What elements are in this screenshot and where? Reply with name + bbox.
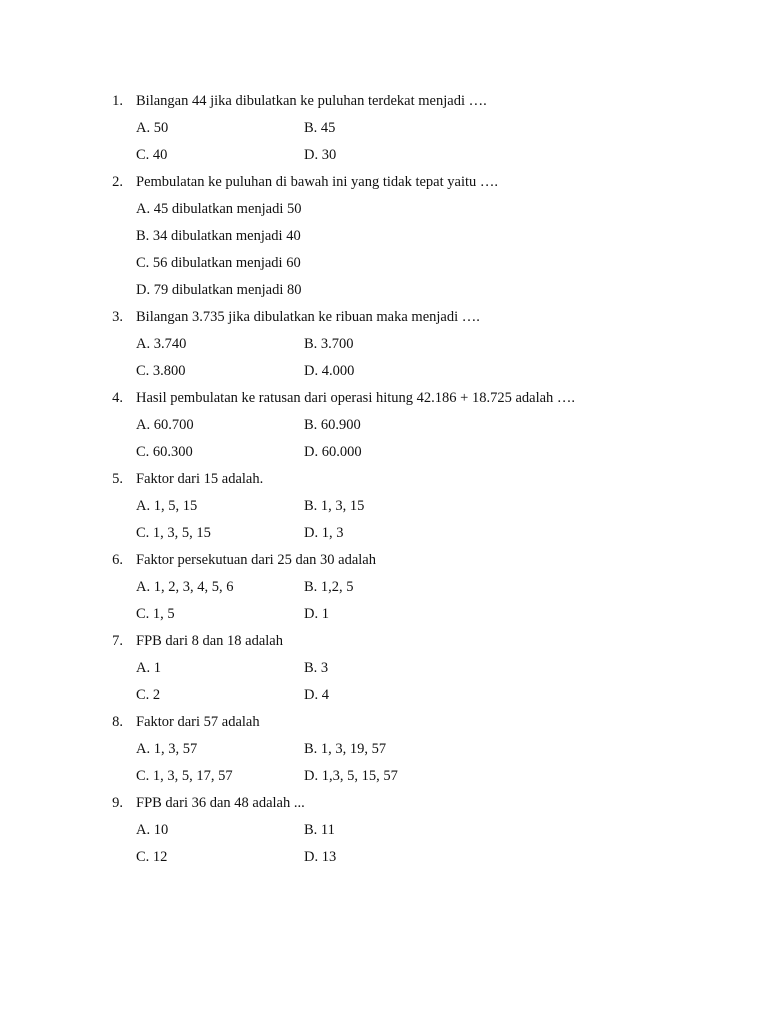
question-5 xyxy=(0,466,768,547)
question-number: 7. xyxy=(112,633,123,649)
question-stem xyxy=(0,709,768,736)
question-text: FPB dari 8 dan 18 adalah xyxy=(136,633,283,649)
answer-option: C. 1, 3, 5, 15 xyxy=(136,525,211,541)
question-number: 9. xyxy=(112,795,123,811)
question-stem xyxy=(0,88,768,115)
option-row xyxy=(0,223,768,250)
answer-option: D. 1 xyxy=(304,606,329,622)
answer-option: D. 4.000 xyxy=(304,363,355,379)
option-row xyxy=(0,844,768,871)
option-row xyxy=(0,574,768,601)
question-6 xyxy=(0,547,768,628)
question-9 xyxy=(0,790,768,871)
option-row xyxy=(0,520,768,547)
question-4 xyxy=(0,385,768,466)
question-number: 3. xyxy=(112,309,123,325)
option-row xyxy=(0,763,768,790)
question-number: 5. xyxy=(112,471,123,487)
answer-option: C. 56 dibulatkan menjadi 60 xyxy=(136,255,301,271)
question-number: 8. xyxy=(112,714,123,730)
question-8 xyxy=(0,709,768,790)
answer-option: D. 60.000 xyxy=(304,444,362,460)
answer-option: D. 1,3, 5, 15, 57 xyxy=(304,768,398,784)
question-stem xyxy=(0,547,768,574)
question-7 xyxy=(0,628,768,709)
answer-option: C. 60.300 xyxy=(136,444,193,460)
question-1 xyxy=(0,88,768,169)
answer-option: A. 1, 3, 57 xyxy=(136,741,198,757)
option-row xyxy=(0,736,768,763)
question-number: 4. xyxy=(112,390,123,406)
answer-option: C. 12 xyxy=(136,849,168,865)
answer-option: C. 3.800 xyxy=(136,363,186,379)
question-text: Bilangan 44 jika dibulatkan ke puluhan terdekat menjadi …. xyxy=(136,93,487,109)
option-row xyxy=(0,655,768,682)
answer-option: B. 45 xyxy=(304,120,336,136)
question-number: 1. xyxy=(112,93,123,109)
option-row xyxy=(0,250,768,277)
answer-option: A. 1, 5, 15 xyxy=(136,498,198,514)
question-text: Bilangan 3.735 jika dibulatkan ke ribuan maka menjadi …. xyxy=(136,309,480,325)
question-3 xyxy=(0,304,768,385)
answer-option: A. 3.740 xyxy=(136,336,187,352)
answer-option: A. 1, 2, 3, 4, 5, 6 xyxy=(136,579,234,595)
question-text: FPB dari 36 dan 48 adalah ... xyxy=(136,795,305,811)
answer-option: D. 79 dibulatkan menjadi 80 xyxy=(136,282,302,298)
answer-option: B. 60.900 xyxy=(304,417,361,433)
option-row xyxy=(0,817,768,844)
question-number: 6. xyxy=(112,552,123,568)
question-text: Faktor persekutuan dari 25 dan 30 adalah xyxy=(136,552,376,568)
answer-option: A. 1 xyxy=(136,660,161,676)
answer-option: B. 3 xyxy=(304,660,329,676)
answer-option: B. 1,2, 5 xyxy=(304,579,354,595)
question-stem xyxy=(0,466,768,493)
question-sheet xyxy=(0,88,768,871)
answer-option: B. 1, 3, 19, 57 xyxy=(304,741,387,757)
option-row xyxy=(0,196,768,223)
question-stem xyxy=(0,628,768,655)
answer-option: B. 3.700 xyxy=(304,336,354,352)
question-stem xyxy=(0,385,768,412)
answer-option: C. 1, 5 xyxy=(136,606,175,622)
question-stem xyxy=(0,790,768,817)
answer-option: B. 34 dibulatkan menjadi 40 xyxy=(136,228,301,244)
question-stem xyxy=(0,169,768,196)
answer-option: A. 50 xyxy=(136,120,169,136)
question-2 xyxy=(0,169,768,304)
option-row xyxy=(0,493,768,520)
question-text: Faktor dari 15 adalah. xyxy=(136,471,264,487)
option-row xyxy=(0,682,768,709)
question-text: Faktor dari 57 adalah xyxy=(136,714,260,730)
answer-option: A. 45 dibulatkan menjadi 50 xyxy=(136,201,302,217)
option-row xyxy=(0,358,768,385)
answer-option: D. 13 xyxy=(304,849,337,865)
option-row xyxy=(0,412,768,439)
answer-option: D. 4 xyxy=(304,687,329,703)
question-stem xyxy=(0,304,768,331)
answer-option: A. 60.700 xyxy=(136,417,194,433)
answer-option: B. 1, 3, 15 xyxy=(304,498,365,514)
answer-option: B. 11 xyxy=(304,822,335,838)
option-row xyxy=(0,331,768,358)
answer-option: D. 1, 3 xyxy=(304,525,344,541)
question-text: Pembulatan ke puluhan di bawah ini yang tidak tepat yaitu …. xyxy=(136,174,499,190)
option-row xyxy=(0,601,768,628)
question-text: Hasil pembulatan ke ratusan dari operasi hitung 42.186 + 18.725 adalah …. xyxy=(136,390,576,406)
answer-option: C. 2 xyxy=(136,687,161,703)
option-row xyxy=(0,439,768,466)
option-row xyxy=(0,142,768,169)
answer-option: D. 30 xyxy=(304,147,337,163)
answer-option: A. 10 xyxy=(136,822,169,838)
question-number: 2. xyxy=(112,174,123,190)
option-row xyxy=(0,115,768,142)
answer-option: C. 1, 3, 5, 17, 57 xyxy=(136,768,233,784)
option-row xyxy=(0,277,768,304)
answer-option: C. 40 xyxy=(136,147,168,163)
